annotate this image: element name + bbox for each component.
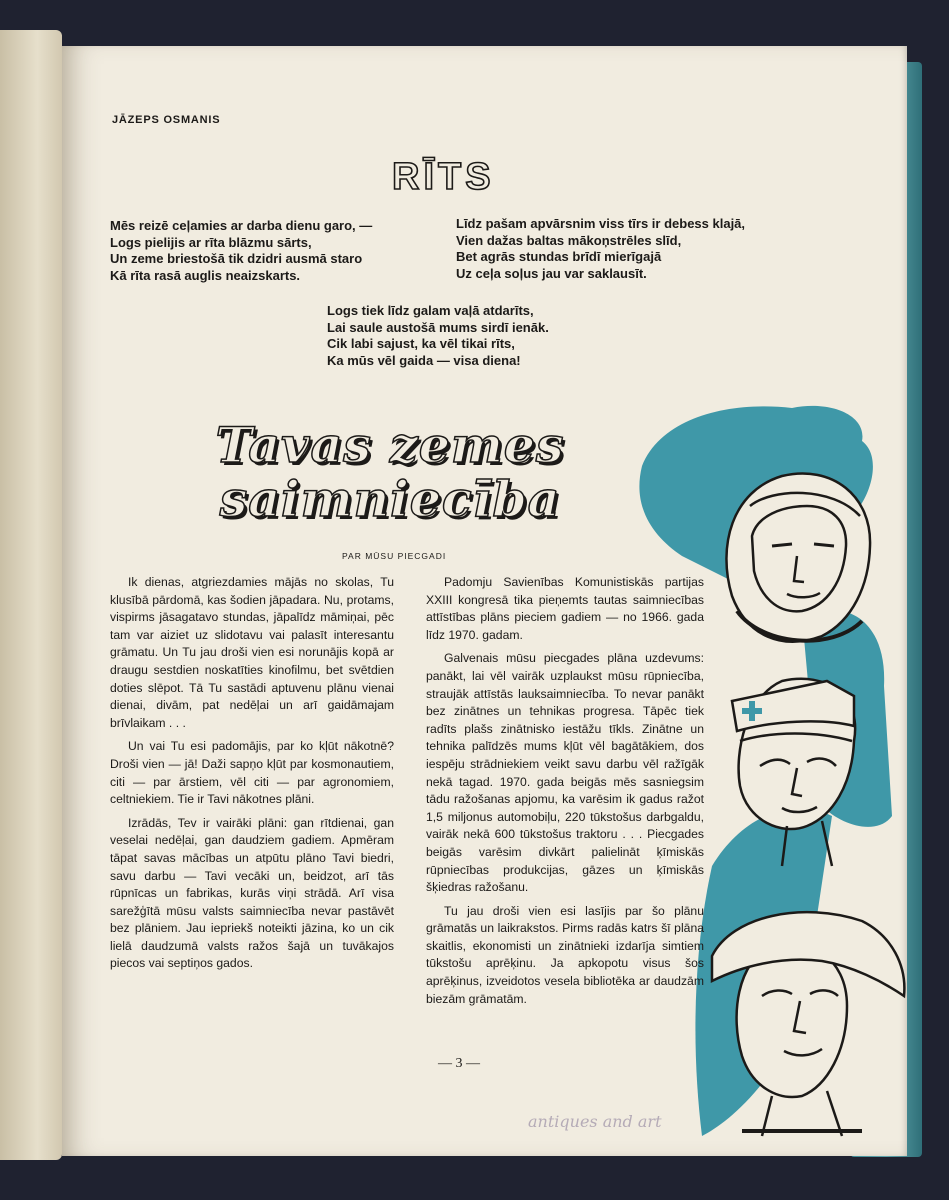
headline-line-1: Tavas zemes xyxy=(215,416,565,474)
paragraph: Tu jau droši vien esi lasījis par šo plānu grāmatās un laikrakstos. Pirms radās katrs šī plāna skaitlis, ekonomisti un zinātnieki izdarīja simtiem tūkstošu aprēķinu. Ja apkopotu visus šos aprēķinus, izveidotos vesela bibliotēka ar daudzām biezām grāmatām. xyxy=(426,903,704,1006)
poem-line: Kā rīta rasā auglis neaizskarts. xyxy=(110,267,301,283)
poem-stanza-1 xyxy=(110,218,372,284)
poem-line: Logs tiek līdz galam vaļā atdarīts, xyxy=(327,303,534,318)
watermark-text: antiques and art xyxy=(528,1112,662,1131)
poem-line: Vien dažas baltas mākoņstrēles slīd, xyxy=(456,232,682,248)
paragraph: Izrādās, Tev ir vairāki plāni: gan rītdienai, gan veselai nedēļai, gan daudziem gadiem. Apmēram tāpat savas mācības un atpūtu plāno Tavi biedri, savu darbu — Tavi vecāki un, beidzot, arī tās rūpnīcas un fabrikas, kurās viņi strādā. Arī visa sarežģītā mūsu valsts saimniecība nevar pastāvēt bez plāniem. Jau iepriekš noteikti jāzina, ko un cik lielā daudzumā valsts ražos šajā un tuvākajos piecos vai septiņos gados. xyxy=(110,815,394,971)
page-number: — 3 — xyxy=(438,1056,480,1071)
paragraph: Galvenais mūsu piecgades plāna uzdevums: panākt, lai vēl vairāk uzplaukst mūsu rūpniecība, straujāk attīstās lauksaimniecība. To nevar panākt bez zinātnes un tehnikas progresa. Tāpēc tiek radīts plašs zinātnisko iestāžu tīkls. Zinātne un tehnika palīdzēs mums kļūt vēl bagātākiem, dos iespēju strādniekiem veikt savu darbu vēl ražīgāk nekā tagad. 1970. gada beigās mēs sasniegsim tādu ražošanas apjomu, ka varēsim ik gadus ražot 1,5 miljonus automobiļu, 220 tūkstošus darbgaldu, vairāk nekā 600 tūkstošus traktoru . . . Piecgades beigās varēsim divkārt palielināt ķīmiskās rūpniecības produkcijas, gāzes un ķīmiskās šķiedras ražošanu. xyxy=(426,651,704,895)
poem-line: Un zeme briestošā tik dzidri ausmā staro xyxy=(110,251,363,266)
poem-line: Bet agrās stundas brīdī mierīgajā xyxy=(456,249,662,264)
poem-line: Līdz pašam apvārsnim viss tīrs ir debess klajā, xyxy=(456,216,746,231)
article-headline xyxy=(190,418,590,526)
poem-line: Logs pielijis ar rīta blāzmu sārts, xyxy=(110,234,312,250)
poem-line: Cik labi sajust, ka vēl tikai rīts, xyxy=(327,336,515,351)
poem-title: RĪTS xyxy=(392,156,495,198)
left-page-edge xyxy=(0,30,62,1160)
paragraph: Ik dienas, atgriezdamies mājās no skolas, Tu klusībā pārdomā, kas šodien jāpadara. Nu, protams, vispirms jāsagatavo stundas, jāpalīdz māmiņai, pēc tam var aiziet uz slidotavu vai palasīt interesantu grāmatu. Un Tu jau droši vien esi norunājis kopā ar draugu sestdien noskatīties kinofilmu, bet svētdien doties slēpot. Tā Tu sastādi aptuvenu plānu vienai dienai, divām, pat nedēļai un arī gaidāmajam brīvlaikam . . . xyxy=(110,575,394,730)
poem-stanza-2 xyxy=(456,216,745,282)
poem-line: Lai saule austošā mums sirdī ienāk. xyxy=(327,319,549,335)
headline-line-2: saimniecība xyxy=(219,470,561,528)
article-subtitle: PAR MŪSU PIECGADI xyxy=(342,551,447,561)
poem-author: JĀZEPS OSMANIS xyxy=(112,114,221,126)
poem-stanza-3 xyxy=(327,303,549,369)
article-column-1 xyxy=(110,574,394,979)
article-column-2 xyxy=(426,574,704,1014)
paragraph: Padomju Savienības Komunistiskās partijas XXIII kongresā tika pieņemts tautas saimniecības attīstības plāns pieciem gadiem — no 1966. gada līdz 1970. gadam. xyxy=(426,575,704,642)
poem-line: Uz ceļa soļus jau var saklausīt. xyxy=(456,265,647,281)
poem-line: Mēs reizē ceļamies ar darba dienu garo, — xyxy=(110,218,373,233)
book-page xyxy=(62,46,907,1156)
poem-line: Ka mūs vēl gaida — visa diena! xyxy=(327,352,521,368)
paragraph: Un vai Tu esi padomājis, par ko kļūt nākotnē? Droši vien — jā! Daži sapņo kļūt par kosmonautiem, citi — par ārstiem, vēl citi — par agronomiem, celtniekiem. Tie ir Tavi nākotnes plāni. xyxy=(110,739,394,807)
